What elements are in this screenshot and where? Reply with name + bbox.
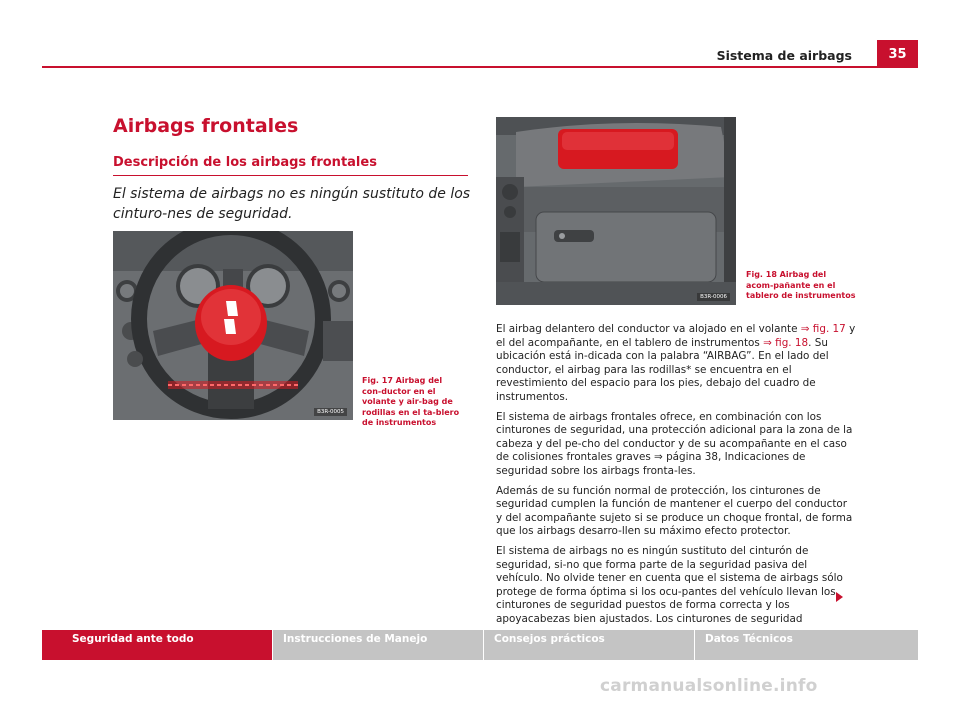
text-run: El airbag delantero del conductor va alojado en el volante — [496, 323, 801, 335]
running-header-title: Sistema de airbags — [716, 48, 852, 63]
figure-passenger-airbag — [496, 117, 736, 305]
text-run: . Su ubicación está in-dicada con la palabra “AIRBAG”. En el lado del conductor, el airbag para las rodillas* se encuentra en el revestimiento del espacio para los pies, debajo del cuadro de instrumentos. — [496, 336, 829, 403]
continue-arrow-icon — [836, 592, 843, 602]
tab-instrucciones[interactable]: Instrucciones de Manejo — [273, 630, 483, 660]
header-rule — [42, 66, 918, 68]
subsection-rule — [113, 175, 468, 176]
tab-seguridad[interactable]: Seguridad ante todo — [42, 630, 272, 660]
figure-link[interactable]: ⇒ fig. 17 — [800, 323, 846, 335]
dashboard-illustration — [496, 117, 736, 305]
paragraph: El sistema de airbags frontales ofrece, en combinación con los cinturones de seguridad, una protección adicional para la zona de la cabeza y del pe-cho del conductor y de su acompañante en el caso de colisiones frontales graves ⇒ página 38, Indicaciones de seguridad sobre los airbags fronta-les. — [496, 410, 853, 477]
watermark: carmanualsonline.info — [600, 676, 818, 696]
steering-wheel-illustration — [113, 231, 353, 420]
intro-text: El sistema de airbags no es ningún sustituto de los cinturo-nes de seguridad. — [113, 186, 471, 222]
tab-consejos[interactable]: Consejos prácticos — [484, 630, 694, 660]
page-number: 35 — [877, 40, 918, 68]
paragraph — [496, 323, 856, 405]
figure-caption: Fig. 18 Airbag del acom-pañante en el tablero de instrumentos — [746, 270, 856, 300]
figure-steering-wheel-airbag — [113, 231, 353, 420]
figure-link[interactable]: ⇒ fig. 18 — [763, 336, 809, 349]
tab-datos-tecnicos[interactable]: Datos Técnicos — [695, 630, 918, 660]
body-text — [496, 323, 856, 632]
subsection-title: Descripción de los airbags frontales — [113, 155, 377, 170]
figure-caption: Fig. 17 Airbag del con-ductor en el volante y air-bag de rodillas en el ta-blero de instrumentos — [362, 376, 460, 427]
figure-code: B3R-0005 — [314, 408, 347, 416]
text-run: y el del acompañante, en el tablero de instrumentos — [496, 323, 856, 349]
section-title: Airbags frontales — [113, 115, 299, 137]
paragraph: Además de su función normal de protección, los cinturones de seguridad cumplen la función de mantener el cuerpo del conductor y del acompañante sujeto si se produce un choque frontal, de forma que los airbags desarro-llen su máximo efecto protector. — [496, 484, 853, 538]
figure-code: B3R-0006 — [697, 293, 730, 301]
paragraph: El sistema de airbags no es ningún sustituto del cinturón de seguridad, si-no que forma parte de la seguridad pasiva del vehículo. No olvide tener en cuenta que el sistema de airbags sólo protege de forma óptima si los ocu-pantes del vehículo llevan los cinturones de seguridad puestos de forma correcta y los apoyacabezas bien ajustados. Los cinturones de seguridad — [496, 544, 843, 625]
